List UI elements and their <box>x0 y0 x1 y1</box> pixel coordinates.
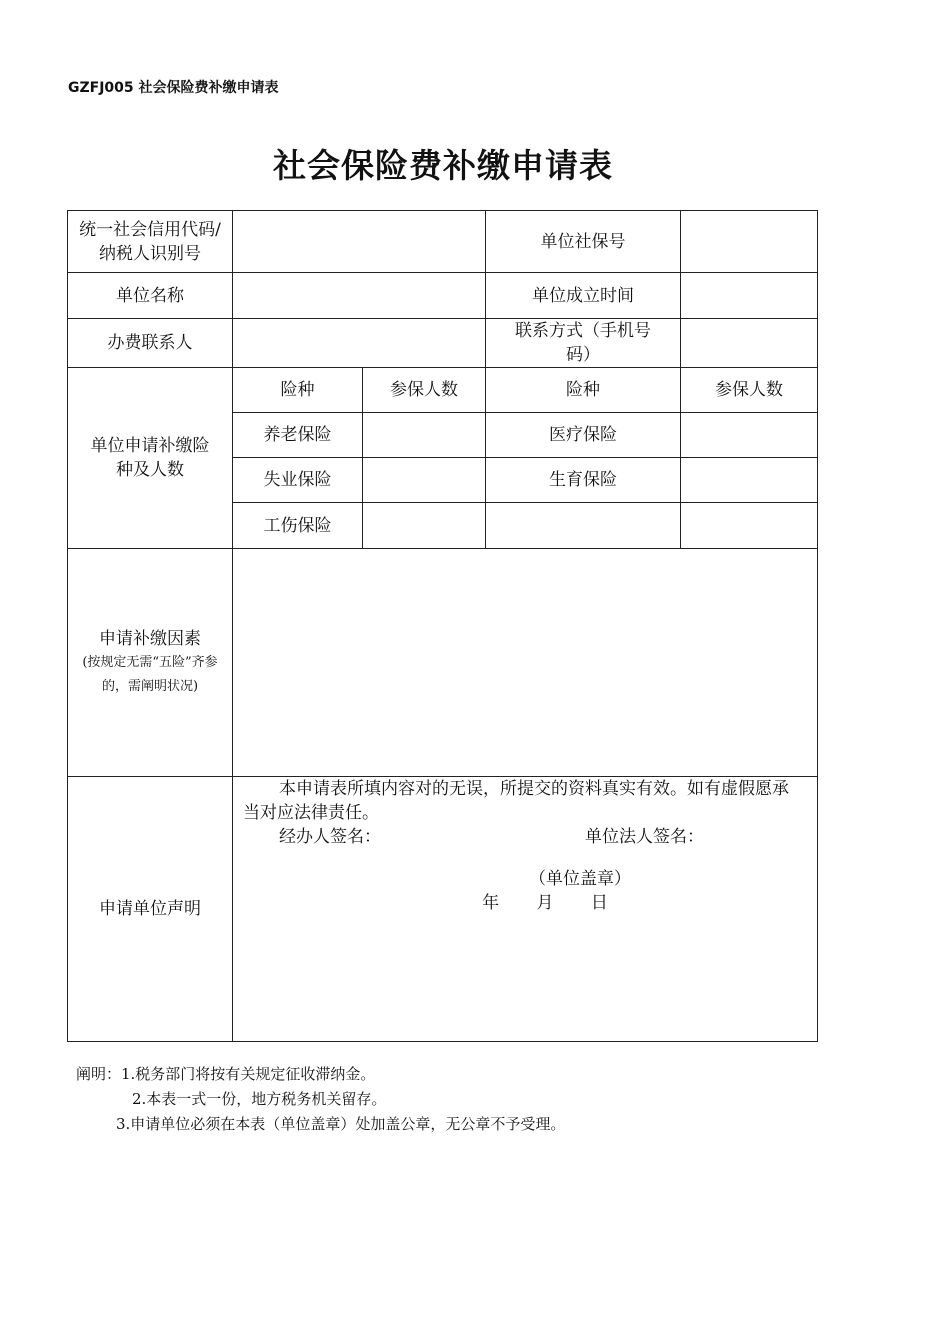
contact-person-field[interactable] <box>233 319 486 368</box>
note-3: 3.申请单位必须在本表（单位盖章）处加盖公章，无公章不予受理。 <box>116 1115 566 1133</box>
note-1: 阐明：1.税务部门将按有关规定征收滞纳金。 <box>76 1065 376 1083</box>
handler-sign-label: 经办人签名： <box>279 827 381 847</box>
contact-phone-field[interactable] <box>681 319 818 368</box>
maternity-count-field[interactable] <box>681 458 818 503</box>
unit-name-label: 单位名称 <box>68 273 233 319</box>
reason-cell <box>68 549 233 777</box>
note-2: 2.本表一式一份，地方税务机关留存。 <box>132 1090 387 1108</box>
reason-note: (按规定无需“五险”齐参的，需阐明状况) <box>82 654 218 694</box>
legal-person-sign-label: 单位法人签名： <box>585 827 704 847</box>
date-label: 年 月 日 <box>482 893 608 913</box>
contact-person-label: 办费联系人 <box>68 319 233 368</box>
unit-name-field[interactable] <box>233 273 486 319</box>
form-code: GZFJ005 社会保险费补缴申请表 <box>68 80 279 96</box>
insurance-type-header-left: 险种 <box>233 368 363 413</box>
signature-row <box>233 825 817 851</box>
pension-insurance-label: 养老保险 <box>233 413 363 458</box>
insurance-type-header-right: 险种 <box>486 368 681 413</box>
social-security-no-label: 单位社保号 <box>486 211 681 273</box>
application-form-table <box>67 210 818 1042</box>
empty-insurance-label <box>486 503 681 549</box>
insurance-section-label: 单位申请补缴险种及人数 <box>68 368 233 549</box>
credit-code-label: 统一社会信用代码/纳税人识别号 <box>68 211 233 273</box>
injury-count-field[interactable] <box>363 503 486 549</box>
established-time-label: 单位成立时间 <box>486 273 681 319</box>
unemployment-count-field[interactable] <box>363 458 486 503</box>
reason-label: 申请补缴因素 <box>99 628 201 649</box>
medical-insurance-label: 医疗保险 <box>486 413 681 458</box>
medical-count-field[interactable] <box>681 413 818 458</box>
notes-section <box>76 1062 565 1137</box>
established-time-field[interactable] <box>681 273 818 319</box>
declaration-label: 申请单位声明 <box>68 777 233 1042</box>
contact-phone-label: 联系方式（手机号码） <box>486 319 681 368</box>
credit-code-field[interactable] <box>233 211 486 273</box>
social-security-no-field[interactable] <box>681 211 818 273</box>
declaration-cell <box>233 777 818 1042</box>
maternity-insurance-label: 生育保险 <box>486 458 681 503</box>
unemployment-insurance-label: 失业保险 <box>233 458 363 503</box>
insured-count-header-right: 参保人数 <box>681 368 818 413</box>
injury-insurance-label: 工伤保险 <box>233 503 363 549</box>
insured-count-header-left: 参保人数 <box>363 368 486 413</box>
declaration-text: 本申请表所填内容对的无误，所提交的资料真实有效。如有虚假愿承当对应法律责任。 <box>243 779 789 823</box>
page-title: 社会保险费补缴申请表 <box>273 146 613 185</box>
pension-count-field[interactable] <box>363 413 486 458</box>
stamp-label: （单位盖章） <box>529 869 631 889</box>
reason-field[interactable] <box>233 549 818 777</box>
empty-count-field[interactable] <box>681 503 818 549</box>
